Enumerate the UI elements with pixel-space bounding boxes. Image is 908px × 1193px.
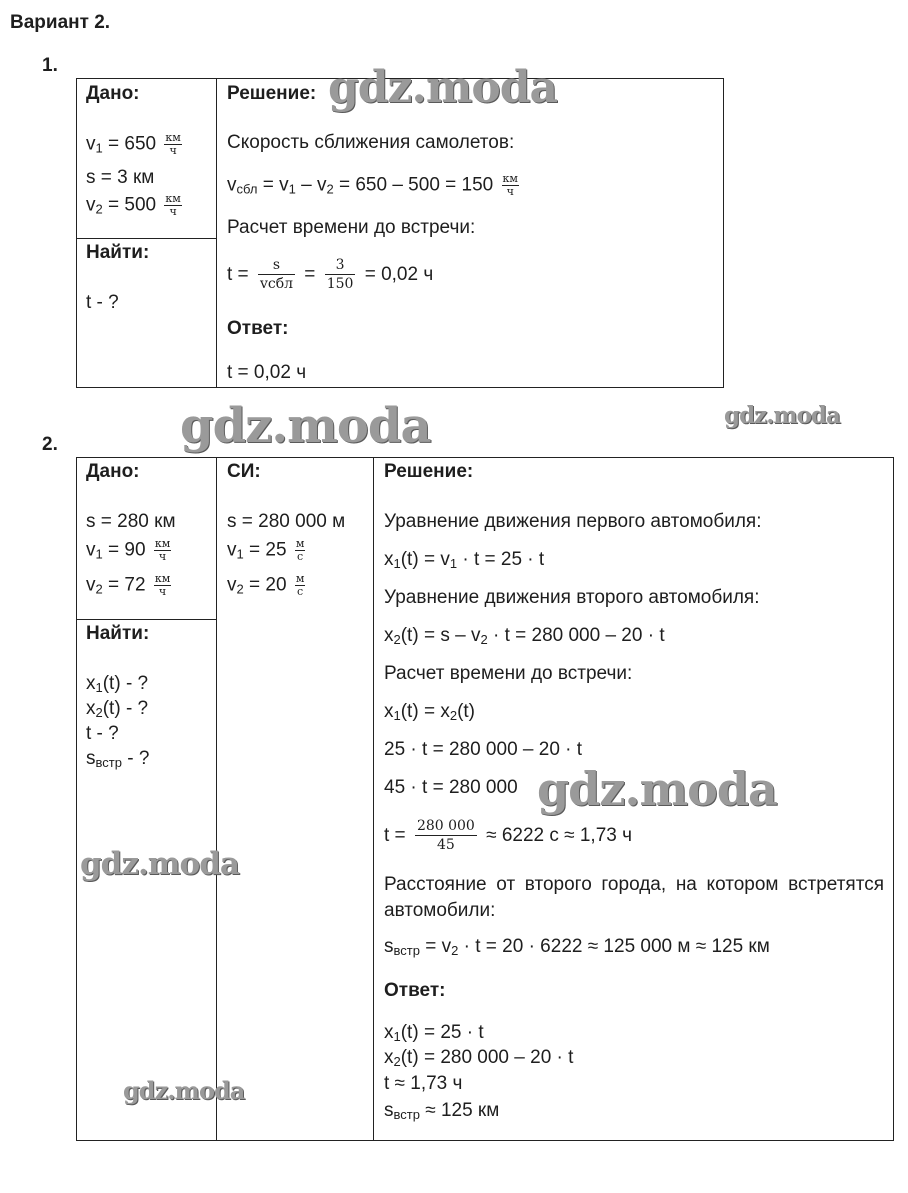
equation-distance: $s_{встр} = v_2 \cdot t = 20 \cdot 6222 \approx 125$ 000 м ≈ 125 км bbox=[384, 936, 770, 958]
find-s: $s_{встр}$ - ? bbox=[86, 748, 150, 770]
task-number: 2. bbox=[42, 434, 58, 455]
given-s: s = 3 км bbox=[86, 167, 155, 188]
watermark: gdz.moda bbox=[123, 1076, 245, 1105]
si-v2: $v_2 = 20$ $\frac{м}{с}$ bbox=[227, 572, 305, 598]
equation-step: 45 · t = 280 000 bbox=[384, 777, 518, 798]
equation-speed: $v_{сбл} = v_1 - v_2 = 650 - 500 = 150$ $\frac{км}{ч}$ bbox=[227, 172, 518, 198]
solution-text: Расстояние от второго города, на котором встретятся автомобили: bbox=[384, 874, 884, 921]
answer-label: Ответ: bbox=[384, 980, 446, 1001]
watermark: gdz.moda bbox=[328, 62, 558, 113]
equation-x1: $x_1(t) = v_1 \cdot t = 25 \cdot t$ bbox=[384, 549, 545, 571]
watermark: gdz.moda bbox=[537, 762, 777, 816]
solution-text: Скорость сближения самолетов: bbox=[227, 132, 515, 153]
given-v1: $v_1 = 90$ $\frac{км}{ч}$ bbox=[86, 537, 171, 563]
answer-s: $s_{встр} \approx 125$ км bbox=[384, 1100, 500, 1122]
answer-t: t ≈ 1,73 ч bbox=[384, 1073, 463, 1094]
find-label: Найти: bbox=[86, 623, 150, 644]
given-label: Дано: bbox=[86, 83, 140, 104]
find-t: t - ? bbox=[86, 292, 119, 313]
answer-text: t = 0,02 ч bbox=[227, 362, 307, 383]
table-divider bbox=[76, 238, 216, 239]
solution-text: Уравнение движения первого автомобиля: bbox=[384, 511, 762, 532]
watermark: gdz.moda bbox=[80, 846, 239, 882]
equation-step: 25 · t = 280 000 – 20 · t bbox=[384, 739, 583, 760]
find-label: Найти: bbox=[86, 242, 150, 263]
watermark: gdz.moda bbox=[724, 402, 840, 429]
find-t: t - ? bbox=[86, 723, 119, 744]
table-divider bbox=[216, 78, 217, 388]
solution-text: Расчет времени до встречи: bbox=[384, 663, 633, 684]
find-x2: $x_2(t)$ - ? bbox=[86, 698, 149, 720]
find-x1: $x_1(t)$ - ? bbox=[86, 673, 149, 695]
table-divider bbox=[76, 619, 216, 620]
equation-meet: $x_1(t) = x_2(t)$ bbox=[384, 701, 475, 723]
given-s: s = 280 км bbox=[86, 511, 176, 532]
answer-x2: $x_2(t) = 280$ 000 – 20 · t bbox=[384, 1047, 574, 1069]
given-label: Дано: bbox=[86, 461, 140, 482]
given-v2: $v_2 = 72$ $\frac{км}{ч}$ bbox=[86, 572, 171, 598]
solution-label: Решение: bbox=[227, 83, 317, 104]
answer-x1: $x_1(t) = 25 \cdot t$ bbox=[384, 1022, 484, 1044]
solution-text: Расчет времени до встречи: bbox=[227, 217, 476, 238]
given-v1: $v_1 = 650$ $\frac{км}{ч}$ bbox=[86, 131, 181, 157]
watermark: gdz.moda bbox=[180, 398, 431, 454]
answer-label: Ответ: bbox=[227, 318, 289, 339]
solution-text: Уравнение движения второго автомобиля: bbox=[384, 587, 760, 608]
si-v1: $v_1 = 25$ $\frac{м}{с}$ bbox=[227, 537, 305, 563]
si-s: s = 280 000 м bbox=[227, 511, 346, 532]
equation-time: t = s vсбл = $\frac{3}{150}$ = 0,02 ч bbox=[227, 257, 434, 293]
given-v2: $v_2 = 500$ $\frac{км}{ч}$ bbox=[86, 192, 181, 218]
equation-time: t = $\frac{280 000}{45}$ ≈ 6222 с ≈ 1,73 ч bbox=[384, 818, 633, 854]
equation-x2: $x_2(t) = s - v_2 \cdot t = 280$ 000 – 20 · t bbox=[384, 625, 665, 647]
si-label: СИ: bbox=[227, 461, 261, 482]
page-title: Вариант 2. bbox=[10, 12, 111, 33]
table-divider bbox=[216, 457, 217, 1141]
task-number: 1. bbox=[42, 55, 58, 76]
solution-label: Решение: bbox=[384, 461, 474, 482]
table-divider bbox=[373, 457, 374, 1141]
